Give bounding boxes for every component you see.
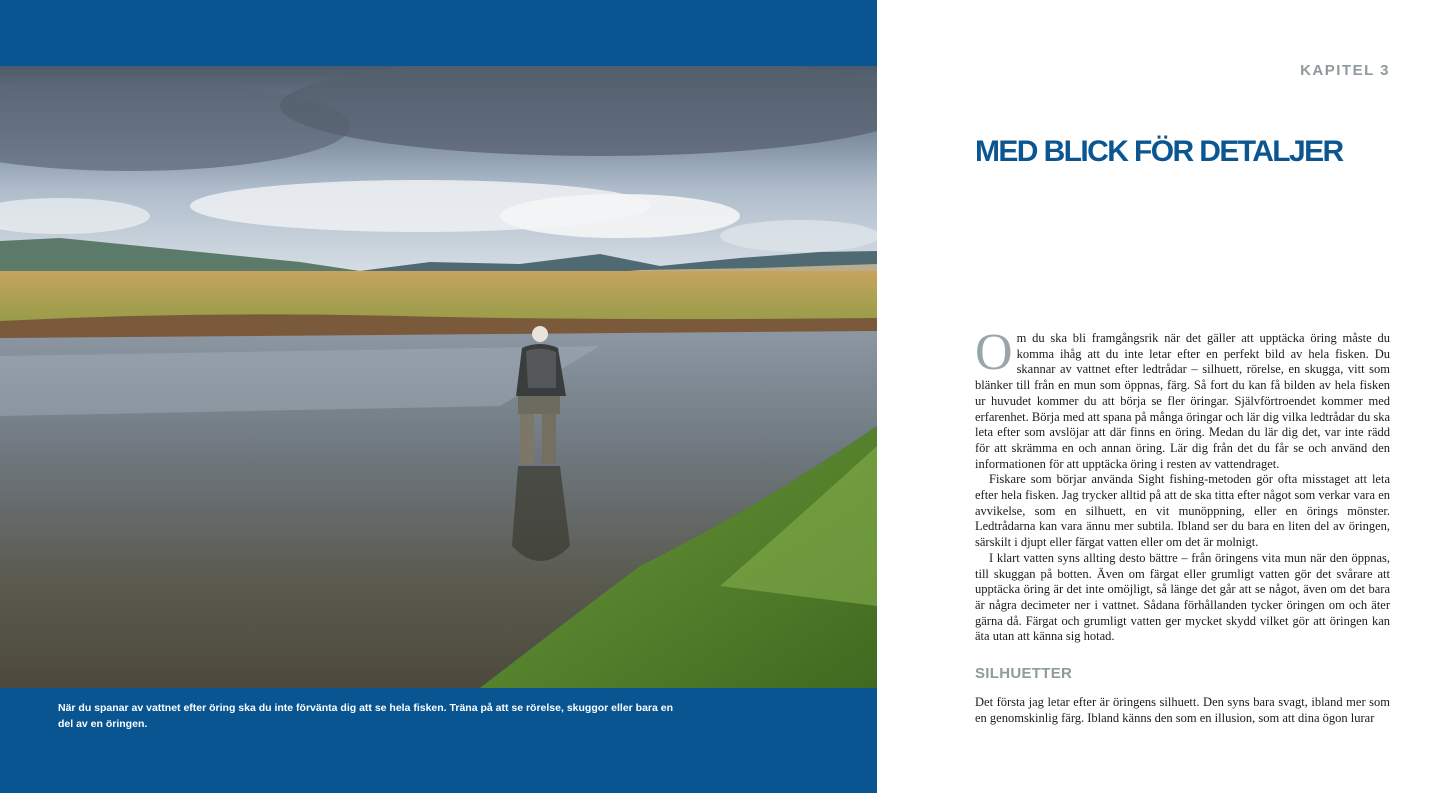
body-paragraph-1-text: m du ska bli framgångsrik när det gäller att upptäcka öring måste du komma ihåg att du inte letar efter en perfekt bild av hela fisken. Du skannar av vattnet efter ledtrådar – silhuett, rörelse, en skugga, vitt som blänker till från en mun som öppnas, färg. Så fort du kan få bilden av hela fisken ur huvudet kommer du att börja se fler öringar. Självförtroendet kommer med erfarenhet. Börja med att spana på många öringar och lär dig vilka ledtrådar du ska leta efter som avslöjar att där finns en öring. Medan du lär dig det, var inte rädd för att skrämma en och annan öring. Lär dig från det du får se och använd den informationen för att upptäcka öring i resten av vattendraget. xyxy=(975,331,1390,471)
dropcap: O xyxy=(975,324,1013,381)
body-text xyxy=(975,324,1390,645)
body-paragraph-3: I klart vatten syns allting desto bättre – från öringens vita mun när den öppnas, till skuggan på botten. Även om färgat eller grumligt vatten gör det svårare att upptäcka öring är det inte omöjligt, så länge det går att se något, även om det bara är några decimeter ner i vattnet. Sådana förhållanden tycker öringen om och äter gärna då. Färgat och grumligt vatten ger mycket skydd vilket gör att öringen kan äta utan att känna sig hotad. xyxy=(975,550,1390,644)
fly-fishing-photo xyxy=(0,66,877,688)
body-paragraph-2: Fiskare som börjar använda Sight fishing-metoden gör ofta misstaget att leta efter hela fisken. Jag trycker alltid på att de ska titta efter något som verkar vara en avvikelse, som en silhuett, en vit munöppning, eller en örings mönster. Ledtrådarna kan vara ännu mer subtila. Ibland ser du bara en liten del av öringen, särskilt i djupt eller färgat vatten eller om det är molnigt. xyxy=(975,472,1390,550)
chapter-label: KAPITEL 3 xyxy=(1300,62,1390,79)
river-landscape-illustration xyxy=(0,66,877,688)
photo-caption: När du spanar av vattnet efter öring ska du inte förvänta dig att se hela fisken. Träna på att se rörelse, skuggor eller bara en del av en öringen. xyxy=(58,702,674,730)
section-heading: SILHUETTER xyxy=(975,665,1073,682)
right-page xyxy=(877,0,1445,793)
section-text: Det första jag letar efter är öringens silhuett. Den syns bara svagt, ibland mer som en genomskinlig färg. Ibland känns den som en illusion, som att dina ögon lurar xyxy=(975,695,1390,725)
chapter-title: MED BLICK FÖR DETALJER xyxy=(975,135,1343,168)
body-paragraph-1 xyxy=(975,324,1390,472)
